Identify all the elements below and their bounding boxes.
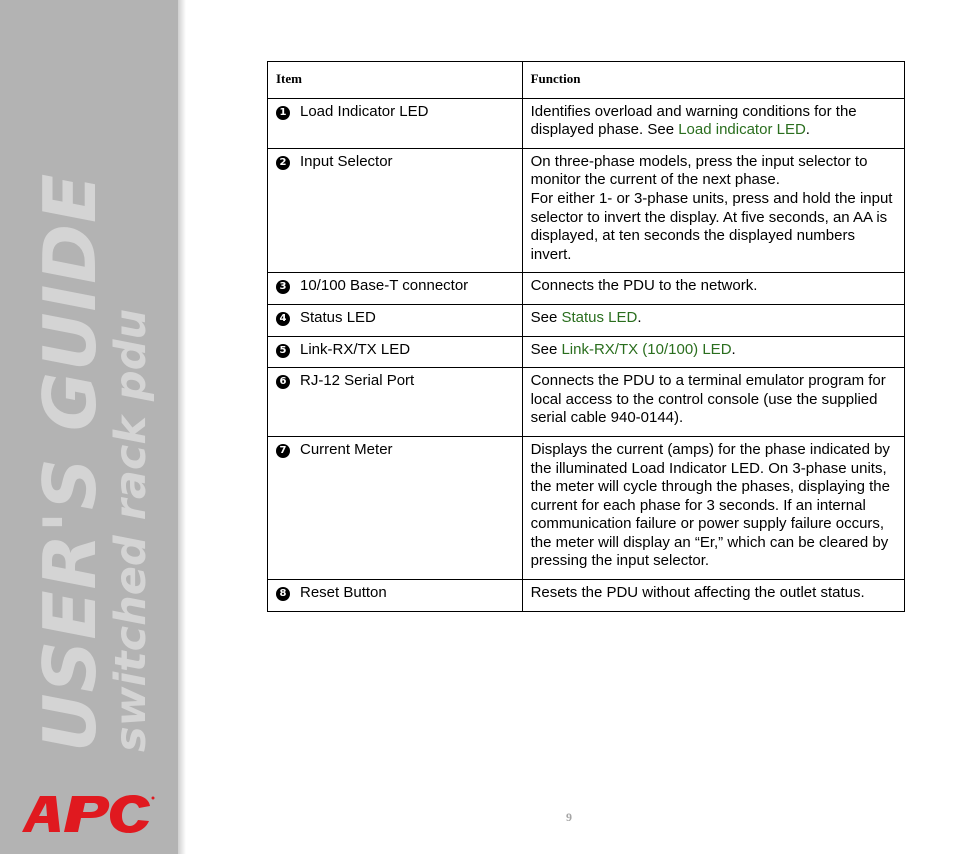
function-text-2: For either 1- or 3-phase units, press and hold the input selector to invert the display. At five seconds, an AA is displayed, at ten seconds the displayed numbers invert. bbox=[530, 189, 893, 263]
function-text: On three-phase models, press the input selector to monitor the current of the next phase. bbox=[530, 152, 868, 189]
item-cell bbox=[268, 336, 523, 368]
guide-title: USER'S GUIDE bbox=[28, 172, 112, 752]
function-cell bbox=[522, 336, 904, 368]
function-text: See bbox=[530, 308, 562, 326]
page-number: 9 bbox=[566, 810, 572, 824]
item-label: Input Selector bbox=[300, 152, 393, 170]
item-label: Current Meter bbox=[300, 440, 393, 458]
number-7-icon: 7 bbox=[276, 444, 290, 458]
function-text-end: . bbox=[731, 340, 736, 358]
column-header-function: Function bbox=[522, 62, 904, 99]
number-4-icon: 4 bbox=[276, 312, 290, 326]
item-function-table bbox=[267, 61, 905, 612]
number-6-icon: 6 bbox=[276, 375, 290, 389]
item-label: Link-RX/TX LED bbox=[300, 340, 411, 358]
table-row bbox=[268, 148, 905, 273]
item-cell bbox=[268, 304, 523, 336]
function-text-end: . bbox=[805, 121, 810, 139]
function-text-end: . bbox=[637, 308, 642, 326]
item-cell bbox=[268, 368, 523, 437]
apc-logo bbox=[16, 792, 156, 836]
function-cell: Displays the current (amps) for the phase indicated by the illuminated Load Indicator LED. On 3-phase units, the meter will cycle through the phases, displaying the current for each phase for 3 seconds. If an internal communication failure or power supply failure occurs, the meter will display an “Er,” which can be cleared by pressing the input selector. bbox=[522, 436, 904, 579]
function-text: See bbox=[530, 340, 562, 358]
link-rx-tx-led-link[interactable]: Link-RX/TX (10/100) LED bbox=[561, 340, 732, 358]
number-3-icon: 3 bbox=[276, 280, 290, 294]
number-2-icon: 2 bbox=[276, 156, 290, 170]
table-row bbox=[268, 304, 905, 336]
item-cell bbox=[268, 436, 523, 579]
item-cell bbox=[268, 580, 523, 612]
table-row bbox=[268, 336, 905, 368]
status-led-link[interactable]: Status LED bbox=[561, 308, 638, 326]
item-label: Status LED bbox=[300, 308, 376, 326]
table-header-row bbox=[268, 62, 905, 99]
number-8-icon: 8 bbox=[276, 587, 290, 601]
item-label: Reset Button bbox=[300, 584, 387, 602]
table-row bbox=[268, 273, 905, 305]
table-row bbox=[268, 580, 905, 612]
item-cell bbox=[268, 148, 523, 273]
function-cell bbox=[522, 148, 904, 273]
function-cell: Resets the PDU without affecting the outlet status. bbox=[522, 580, 904, 612]
table-row bbox=[268, 98, 905, 148]
item-cell bbox=[268, 273, 523, 305]
item-cell bbox=[268, 98, 523, 148]
number-1-icon: 1 bbox=[276, 106, 290, 120]
item-label: RJ-12 Serial Port bbox=[300, 372, 415, 390]
table-row bbox=[268, 436, 905, 579]
guide-subtitle: switched rack pdu bbox=[106, 308, 156, 752]
sidebar-shadow bbox=[178, 0, 186, 854]
table-row bbox=[268, 368, 905, 437]
function-cell: Connects the PDU to a terminal emulator program for local access to the control console (use the supplied serial cable 940-0144). bbox=[522, 368, 904, 437]
load-indicator-link[interactable]: Load indicator LED bbox=[678, 121, 806, 139]
function-text: Identifies overload and warning conditions for the displayed phase. See bbox=[530, 102, 857, 139]
item-label: Load Indicator LED bbox=[300, 102, 429, 120]
function-cell: Connects the PDU to the network. bbox=[522, 273, 904, 305]
number-5-icon: 5 bbox=[276, 344, 290, 358]
column-header-item: Item bbox=[268, 62, 523, 99]
function-cell bbox=[522, 304, 904, 336]
item-label: 10/100 Base-T connector bbox=[300, 277, 469, 295]
function-cell bbox=[522, 98, 904, 148]
